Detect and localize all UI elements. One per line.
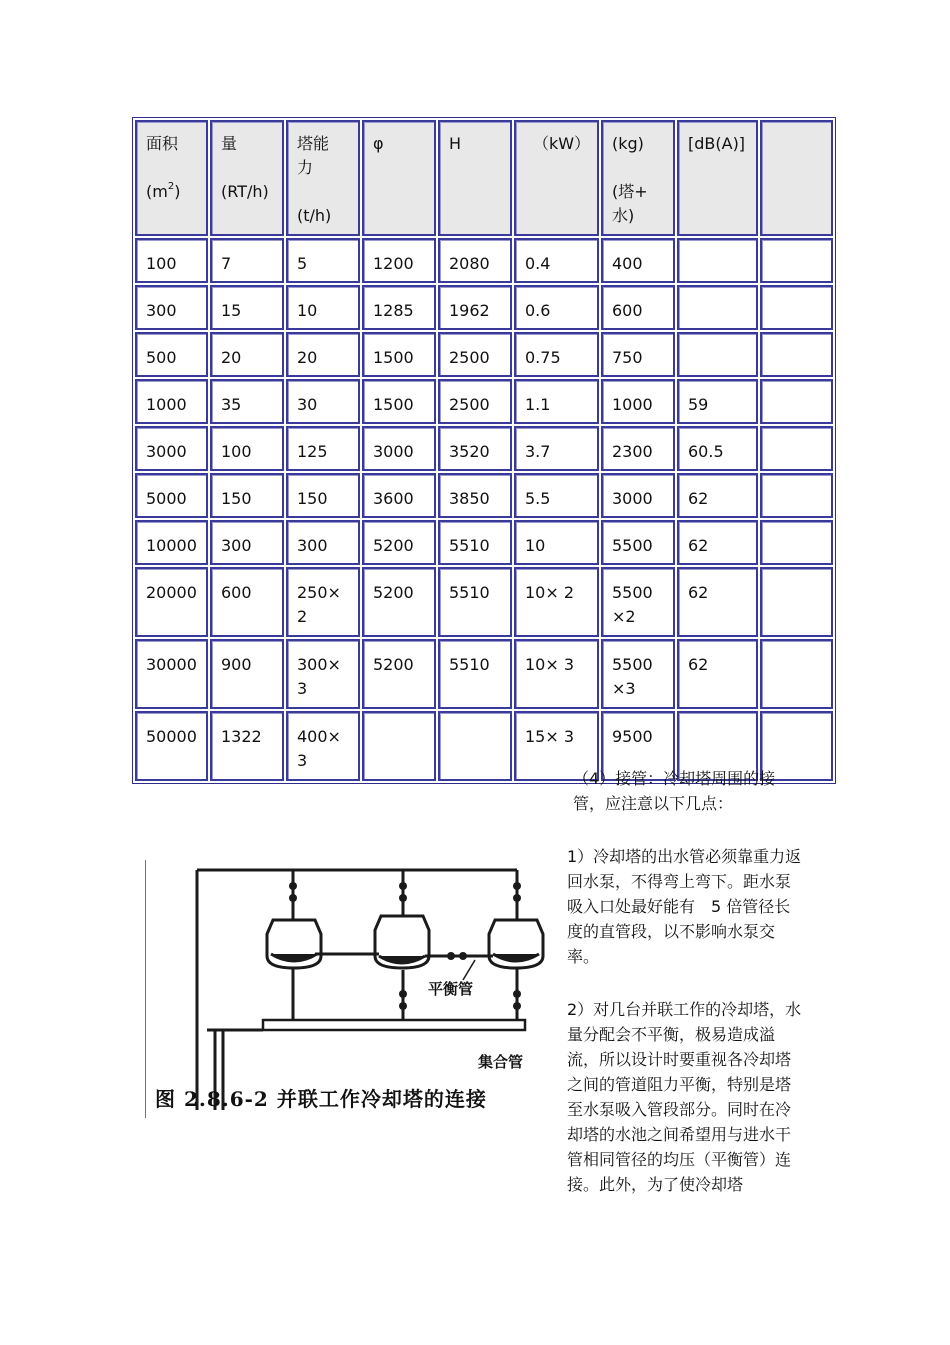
cell-text — [297, 180, 358, 204]
cell-text: 3850 — [449, 489, 490, 508]
table-cell — [438, 520, 512, 565]
table-cell — [286, 711, 360, 781]
cell-text — [771, 534, 831, 558]
cell-text: 3520 — [449, 442, 490, 461]
table-cell — [135, 332, 208, 377]
cell-text: 35 — [221, 395, 242, 414]
table-cell — [601, 639, 675, 709]
body-text-column — [567, 766, 803, 1225]
cell-text: 3.7 — [525, 442, 551, 461]
table-cell — [601, 238, 675, 283]
cell-text — [688, 252, 756, 276]
cell-text: 5510 — [449, 655, 490, 674]
cell-text: 5 — [297, 254, 308, 273]
header-cell — [601, 120, 675, 236]
cell-text: 1200 — [373, 254, 414, 273]
table-cell — [760, 639, 833, 709]
cell-text — [688, 299, 756, 323]
table-cell — [286, 520, 360, 565]
cell-text: 5000 — [146, 489, 187, 508]
header-cell — [438, 120, 512, 236]
cell-text: (RT/h) — [221, 182, 269, 201]
header-pipe-label: 集合管 — [478, 1053, 524, 1071]
table-cell — [601, 379, 675, 424]
table-cell — [286, 473, 360, 518]
cell-text — [771, 653, 831, 677]
cell-text: 0.75 — [525, 348, 561, 367]
table-cell — [760, 473, 833, 518]
diagram-svg — [145, 858, 565, 1120]
cell-text: 3600 — [373, 489, 414, 508]
paragraph-outlet-pipe: 1）冷却塔的出水管必须靠重力返回水泵，不得弯上弯下。距水泵吸入口处最好能有 5 倍管径长度的直管段，以不影响水泵交率。 — [567, 847, 802, 966]
cell-text: 750 — [612, 348, 643, 367]
table-cell — [760, 520, 833, 565]
table-cell — [286, 379, 360, 424]
table-cell — [760, 285, 833, 330]
table-cell — [677, 379, 758, 424]
cell-text: 2500 — [449, 395, 490, 414]
table-row — [135, 473, 833, 518]
table-row — [135, 238, 833, 283]
cell-text: 0.4 — [525, 254, 551, 273]
table-cell — [210, 473, 284, 518]
cell-text: 60.5 — [688, 442, 724, 461]
cell-text: 10000 — [146, 536, 197, 555]
cell-text: 600 — [221, 583, 252, 602]
figure-caption: 图 2.8.6-2 并联工作冷却塔的连接 — [155, 1087, 487, 1111]
table-cell — [210, 567, 284, 637]
table-cell — [601, 285, 675, 330]
cell-text: 300× — [297, 655, 341, 674]
table-cell — [677, 473, 758, 518]
table-row — [135, 426, 833, 471]
cell-text: 400 — [612, 254, 643, 273]
cell-text: 5.5 — [525, 489, 551, 508]
table-cell — [135, 567, 208, 637]
cell-text: 5510 — [449, 536, 490, 555]
table-cell — [514, 473, 599, 518]
cell-text: 1322 — [221, 727, 262, 746]
header-cell — [760, 120, 833, 236]
cell-text: 0.6 — [525, 301, 551, 320]
cell-text: 2300 — [612, 442, 653, 461]
paragraph-piping-intro: （4）接管：冷却塔周围的接管，应注意以下几点： — [573, 769, 776, 813]
cell-text — [771, 252, 831, 276]
table-cell — [514, 379, 599, 424]
table-cell — [210, 639, 284, 709]
cell-text: 5200 — [373, 536, 414, 555]
table-cell — [677, 332, 758, 377]
cell-text: 2080 — [449, 254, 490, 273]
cell-text: 1962 — [449, 301, 490, 320]
table-cell — [677, 520, 758, 565]
header-cell — [514, 120, 599, 236]
cell-text — [146, 156, 206, 180]
cell-text — [771, 581, 831, 605]
cell-text: 30000 — [146, 655, 197, 674]
table-cell — [438, 639, 512, 709]
cell-text: ×3 — [612, 679, 636, 698]
cell-text — [771, 346, 831, 370]
cooling-tower-diagram — [145, 858, 565, 1120]
spec-table — [132, 117, 836, 784]
cell-text: 250× — [297, 583, 341, 602]
cell-text: 1.1 — [525, 395, 551, 414]
table-cell — [286, 426, 360, 471]
table-cell — [760, 238, 833, 283]
table-cell — [601, 473, 675, 518]
header-cell — [677, 120, 758, 236]
cell-text — [449, 725, 510, 749]
table-cell — [362, 567, 436, 637]
header-cell — [135, 120, 208, 236]
table-cell — [438, 473, 512, 518]
table-cell — [210, 238, 284, 283]
table-cell — [438, 238, 512, 283]
table-row — [135, 332, 833, 377]
table-cell — [362, 379, 436, 424]
table-cell — [135, 426, 208, 471]
cell-text: 10 — [525, 536, 546, 555]
cell-text: 62 — [688, 489, 709, 508]
table-cell — [210, 426, 284, 471]
cell-text: 面积 — [146, 134, 179, 153]
table-cell — [514, 639, 599, 709]
table-cell — [210, 332, 284, 377]
cell-text: 100 — [146, 254, 177, 273]
cell-text: 20 — [297, 348, 318, 367]
cell-text: 500 — [146, 348, 177, 367]
cell-text: $(m^2)$ — [146, 180, 181, 201]
table-body — [135, 120, 833, 781]
table-cell — [514, 238, 599, 283]
table-cell — [362, 473, 436, 518]
cell-text: 3 — [297, 751, 308, 770]
cell-text — [612, 156, 673, 180]
table-cell — [514, 332, 599, 377]
table-cell — [286, 285, 360, 330]
cell-text: (t/h) — [297, 206, 332, 225]
table-cell — [760, 332, 833, 377]
cell-text: 5200 — [373, 655, 414, 674]
table-cell — [601, 567, 675, 637]
table-row — [135, 639, 833, 709]
cell-text: 1285 — [373, 301, 414, 320]
cell-text: 62 — [688, 536, 709, 555]
cell-text: 150 — [297, 489, 328, 508]
table-cell — [438, 379, 512, 424]
table-cell — [286, 639, 360, 709]
table-cell — [760, 426, 833, 471]
cell-text: 1000 — [612, 395, 653, 414]
paragraph-parallel-towers: 2）对几台并联工作的冷却塔，水量分配会不平衡，极易造成溢流，所以设计时要重视各冷却塔之间的管道阻力平衡，特别是塔至水泵吸入管段部分。同时在冷却塔的水池之间希望用与进水干管相同管径的均压（平衡管）连接。此外，为了使冷却塔 — [567, 1000, 802, 1194]
table-cell — [438, 332, 512, 377]
cell-text: 5500 — [612, 655, 653, 674]
table-cell — [601, 520, 675, 565]
cell-text: 300 — [146, 301, 177, 320]
table-cell — [760, 379, 833, 424]
cell-text: 3 — [297, 679, 308, 698]
cell-text: （kW） — [525, 134, 591, 153]
cell-text: ×2 — [612, 607, 636, 626]
cell-text: 塔能 — [297, 134, 330, 153]
cell-text: 水) — [612, 206, 635, 225]
table-cell — [362, 711, 436, 781]
cell-text: 量 — [221, 134, 238, 153]
table-cell — [677, 426, 758, 471]
cell-text — [221, 156, 282, 180]
table-cell — [210, 379, 284, 424]
table-cell — [210, 285, 284, 330]
table-cell — [286, 567, 360, 637]
header-cell — [286, 120, 360, 236]
cell-text: H — [449, 134, 462, 153]
table-row — [135, 379, 833, 424]
cell-text: 600 — [612, 301, 643, 320]
cell-text: 3000 — [612, 489, 653, 508]
cell-text: 300 — [221, 536, 252, 555]
table-cell — [677, 639, 758, 709]
table-row — [135, 285, 833, 330]
cell-text: 62 — [688, 583, 709, 602]
cell-text: 125 — [297, 442, 328, 461]
cell-text: 300 — [297, 536, 328, 555]
cell-text: 400× — [297, 727, 341, 746]
table-header-row — [135, 120, 833, 236]
table-cell — [135, 473, 208, 518]
cell-text — [771, 132, 831, 156]
cell-text: 10× 3 — [525, 655, 575, 674]
cell-text: 5200 — [373, 583, 414, 602]
table-cell — [514, 285, 599, 330]
cell-text: 15× 3 — [525, 727, 575, 746]
cell-text: 9500 — [612, 727, 653, 746]
table-cell — [362, 238, 436, 283]
cell-text — [771, 393, 831, 417]
table-cell — [601, 332, 675, 377]
cell-text: 力 — [297, 158, 314, 177]
table-cell — [677, 285, 758, 330]
cell-text: φ — [373, 134, 384, 153]
cell-text: (塔+ — [612, 182, 648, 201]
table-cell — [135, 238, 208, 283]
table-cell — [210, 711, 284, 781]
table-cell — [514, 567, 599, 637]
table-row — [135, 520, 833, 565]
cell-text: 59 — [688, 395, 709, 414]
cell-text — [688, 725, 756, 749]
cell-text: 2500 — [449, 348, 490, 367]
cell-text: 7 — [221, 254, 232, 273]
table-row — [135, 567, 833, 637]
cell-text: 900 — [221, 655, 252, 674]
table-cell — [362, 285, 436, 330]
table-cell — [362, 426, 436, 471]
table-cell — [210, 520, 284, 565]
cell-text: 5500 — [612, 536, 653, 555]
table-cell — [677, 567, 758, 637]
cell-text: 1000 — [146, 395, 187, 414]
table-cell — [438, 285, 512, 330]
cell-text: 150 — [221, 489, 252, 508]
table-cell — [362, 520, 436, 565]
table-cell — [135, 520, 208, 565]
cell-text: 20 — [221, 348, 242, 367]
cell-text: 2 — [297, 607, 308, 626]
table-cell — [362, 332, 436, 377]
balance-pipe-label: 平衡管 — [428, 980, 474, 998]
cell-text: 10 — [297, 301, 318, 320]
table-cell — [514, 520, 599, 565]
table-cell — [677, 238, 758, 283]
table-cell — [438, 426, 512, 471]
cell-text: 30 — [297, 395, 318, 414]
table-cell — [601, 426, 675, 471]
cell-text: 10× 2 — [525, 583, 575, 602]
table-cell — [438, 567, 512, 637]
table-cell — [362, 639, 436, 709]
table-cell — [286, 238, 360, 283]
table-cell — [760, 567, 833, 637]
cell-text: (kg) — [612, 134, 644, 153]
cell-text — [373, 725, 434, 749]
cell-text: 1500 — [373, 348, 414, 367]
table-cell — [286, 332, 360, 377]
cell-text — [771, 487, 831, 511]
cell-text: 20000 — [146, 583, 197, 602]
cell-text — [771, 440, 831, 464]
cell-text — [688, 346, 756, 370]
cell-text — [771, 299, 831, 323]
cell-text: 62 — [688, 655, 709, 674]
cell-text: 5510 — [449, 583, 490, 602]
table-cell — [438, 711, 512, 781]
cell-text: 5500 — [612, 583, 653, 602]
header-cell — [362, 120, 436, 236]
cell-text — [771, 725, 831, 749]
cell-text: [dB(A)] — [688, 134, 746, 153]
cell-text: 1500 — [373, 395, 414, 414]
table-cell — [135, 639, 208, 709]
cell-text: 100 — [221, 442, 252, 461]
cell-text: 15 — [221, 301, 242, 320]
table-cell — [135, 379, 208, 424]
cell-text: 3000 — [146, 442, 187, 461]
table-cell — [135, 285, 208, 330]
header-cell — [210, 120, 284, 236]
table-cell — [514, 426, 599, 471]
table-cell — [135, 711, 208, 781]
cell-text: 3000 — [373, 442, 414, 461]
cell-text: 50000 — [146, 727, 197, 746]
